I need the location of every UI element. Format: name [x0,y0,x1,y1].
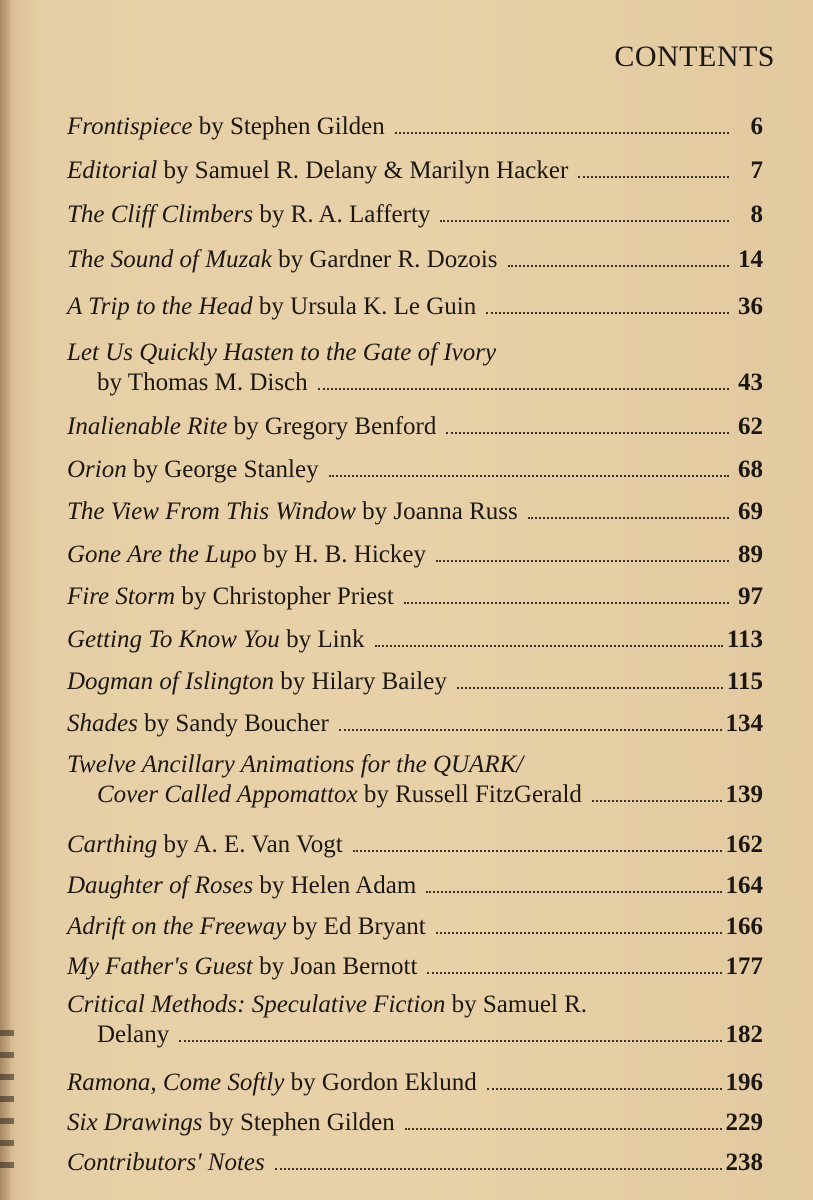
leader-dots [395,132,729,134]
entry-page: 162 [725,831,763,858]
entry-page: 68 [738,456,763,483]
leader-dots [427,972,721,974]
entry-title: My Father's Guest [67,953,253,980]
toc-entry [67,625,763,655]
entry-author: by Helen Adam [259,872,417,899]
entry-title: Daughter of Roses [67,872,254,899]
entry-author-line2: Delany [97,1021,170,1048]
entry-title: Contributors' Notes [67,1149,265,1176]
entry-page: 6 [750,113,763,140]
leader-dots [486,312,729,314]
leader-dots [329,475,729,477]
leader-dots [353,850,722,852]
toc-entry [67,412,763,442]
leader-dots [436,932,722,934]
entry-title: A Trip to the Head [67,293,253,320]
leader-dots [440,220,729,222]
entry-page: 164 [725,872,763,899]
entry-page: 166 [725,913,763,940]
entry-author: by Russell FitzGerald [363,781,582,808]
leader-dots [528,517,729,519]
entry-page: 8 [750,201,763,228]
toc-entry [67,1148,763,1178]
entry-title: The View From This Window [67,498,356,525]
entry-page: 113 [726,626,763,653]
leader-dots [339,729,722,731]
toc-entry [67,1108,763,1138]
entry-page: 229 [725,1109,763,1136]
entry-author: by H. B. Hickey [262,541,426,568]
entry-title: Adrift on the Freeway [67,913,287,940]
leader-dots [508,265,729,267]
entry-title-line1: Twelve Ancillary Animations for the QUARK/ [67,751,524,778]
toc-entry [67,709,763,739]
entry-author: by Joan Bernott [259,953,418,980]
toc-entry [67,912,763,942]
contents-heading: CONTENTS [614,40,775,73]
entry-title: Getting To Know You [67,626,280,653]
entry-page: 97 [738,583,763,610]
toc-entry [67,952,763,982]
leader-dots [446,432,729,434]
entry-page: 14 [738,246,763,273]
entry-author: by Stephen Gilden [208,1109,395,1136]
entry-title: Let Us Quickly Hasten to the Gate of Ivory [67,339,497,366]
entry-title: The Sound of Muzak [67,246,272,273]
entry-title: Dogman of Islington [67,668,274,695]
entry-title: Shades [67,710,138,737]
leader-dots [436,560,729,562]
entry-title: Ramona, Come Softly [67,1069,285,1096]
entry-title: Frontispiece [67,113,193,140]
entry-page: 69 [738,498,763,525]
entry-page: 7 [750,157,763,184]
entry-title: Gone Are the Lupo [67,541,257,568]
entry-author: by Christopher Priest [181,583,394,610]
toc-entry [67,497,763,527]
entry-author: by George Stanley [132,456,319,483]
toc-entry [67,582,763,612]
toc-entry [67,292,763,322]
entry-page: 177 [725,953,763,980]
toc-entry [67,830,763,860]
entry-page: 134 [725,710,763,737]
toc-entry [67,990,763,1050]
toc-entry [67,200,763,230]
toc-entry [67,871,763,901]
entry-title: The Cliff Climbers [67,201,254,228]
entry-author: by Hilary Bailey [280,668,447,695]
toc-entry [67,455,763,485]
entry-page: 182 [725,1021,763,1048]
leader-dots [487,1088,722,1090]
entry-author: by Link [286,626,365,653]
leader-dots [275,1168,722,1170]
entry-title: Carthing [67,831,158,858]
toc-entry [67,156,763,186]
entry-page: 238 [725,1149,763,1176]
entry-author: by Gordon Eklund [290,1069,477,1096]
toc-entry [67,750,763,810]
leader-dots [318,388,729,390]
toc-entry [67,245,763,275]
leader-dots [578,176,729,178]
toc-entry [67,338,763,398]
entry-title: Editorial [67,157,158,184]
entry-author: by Gardner R. Dozois [278,246,498,273]
entry-author: by Joanna Russ [362,498,518,525]
entry-page: 196 [725,1069,763,1096]
toc-entry [67,667,763,697]
entry-title: Orion [67,456,127,483]
entry-page: 62 [738,413,763,440]
toc-entry [67,540,763,570]
entry-author: by A. E. Van Vogt [163,831,343,858]
entry-author-line1: by Samuel R. [451,991,588,1018]
entry-author: by Stephen Gilden [198,113,385,140]
leader-dots [375,645,723,647]
page-gutter-edge [0,0,10,1200]
toc-entry [67,112,763,142]
entry-page: 43 [738,369,763,396]
entry-page: 36 [738,293,763,320]
entry-page: 89 [738,541,763,568]
entry-title-line2: Cover Called Appomattox [97,781,358,808]
entry-author: by Gregory Benford [233,413,437,440]
leader-dots [405,1128,722,1130]
entry-author: by Ursula K. Le Guin [258,293,477,320]
entry-author: by Sandy Boucher [144,710,329,737]
entry-author: by Samuel R. Delany & Marilyn Hacker [163,157,569,184]
facing-page-bleed [0,1030,14,1180]
leader-dots [457,687,723,689]
entry-author: by R. A. Lafferty [259,201,431,228]
leader-dots [426,891,721,893]
entry-page: 115 [726,668,763,695]
entry-author: by Ed Bryant [292,913,426,940]
entry-title: Critical Methods: Speculative Fiction [67,991,446,1018]
toc-entry [67,1068,763,1098]
entry-author: by Thomas M. Disch [97,369,308,396]
entry-title: Inalienable Rite [67,413,228,440]
leader-dots [592,800,722,802]
entry-title: Six Drawings [67,1109,203,1136]
entry-page: 139 [725,781,763,808]
entry-title: Fire Storm [67,583,176,610]
leader-dots [404,602,729,604]
leader-dots [179,1040,721,1042]
